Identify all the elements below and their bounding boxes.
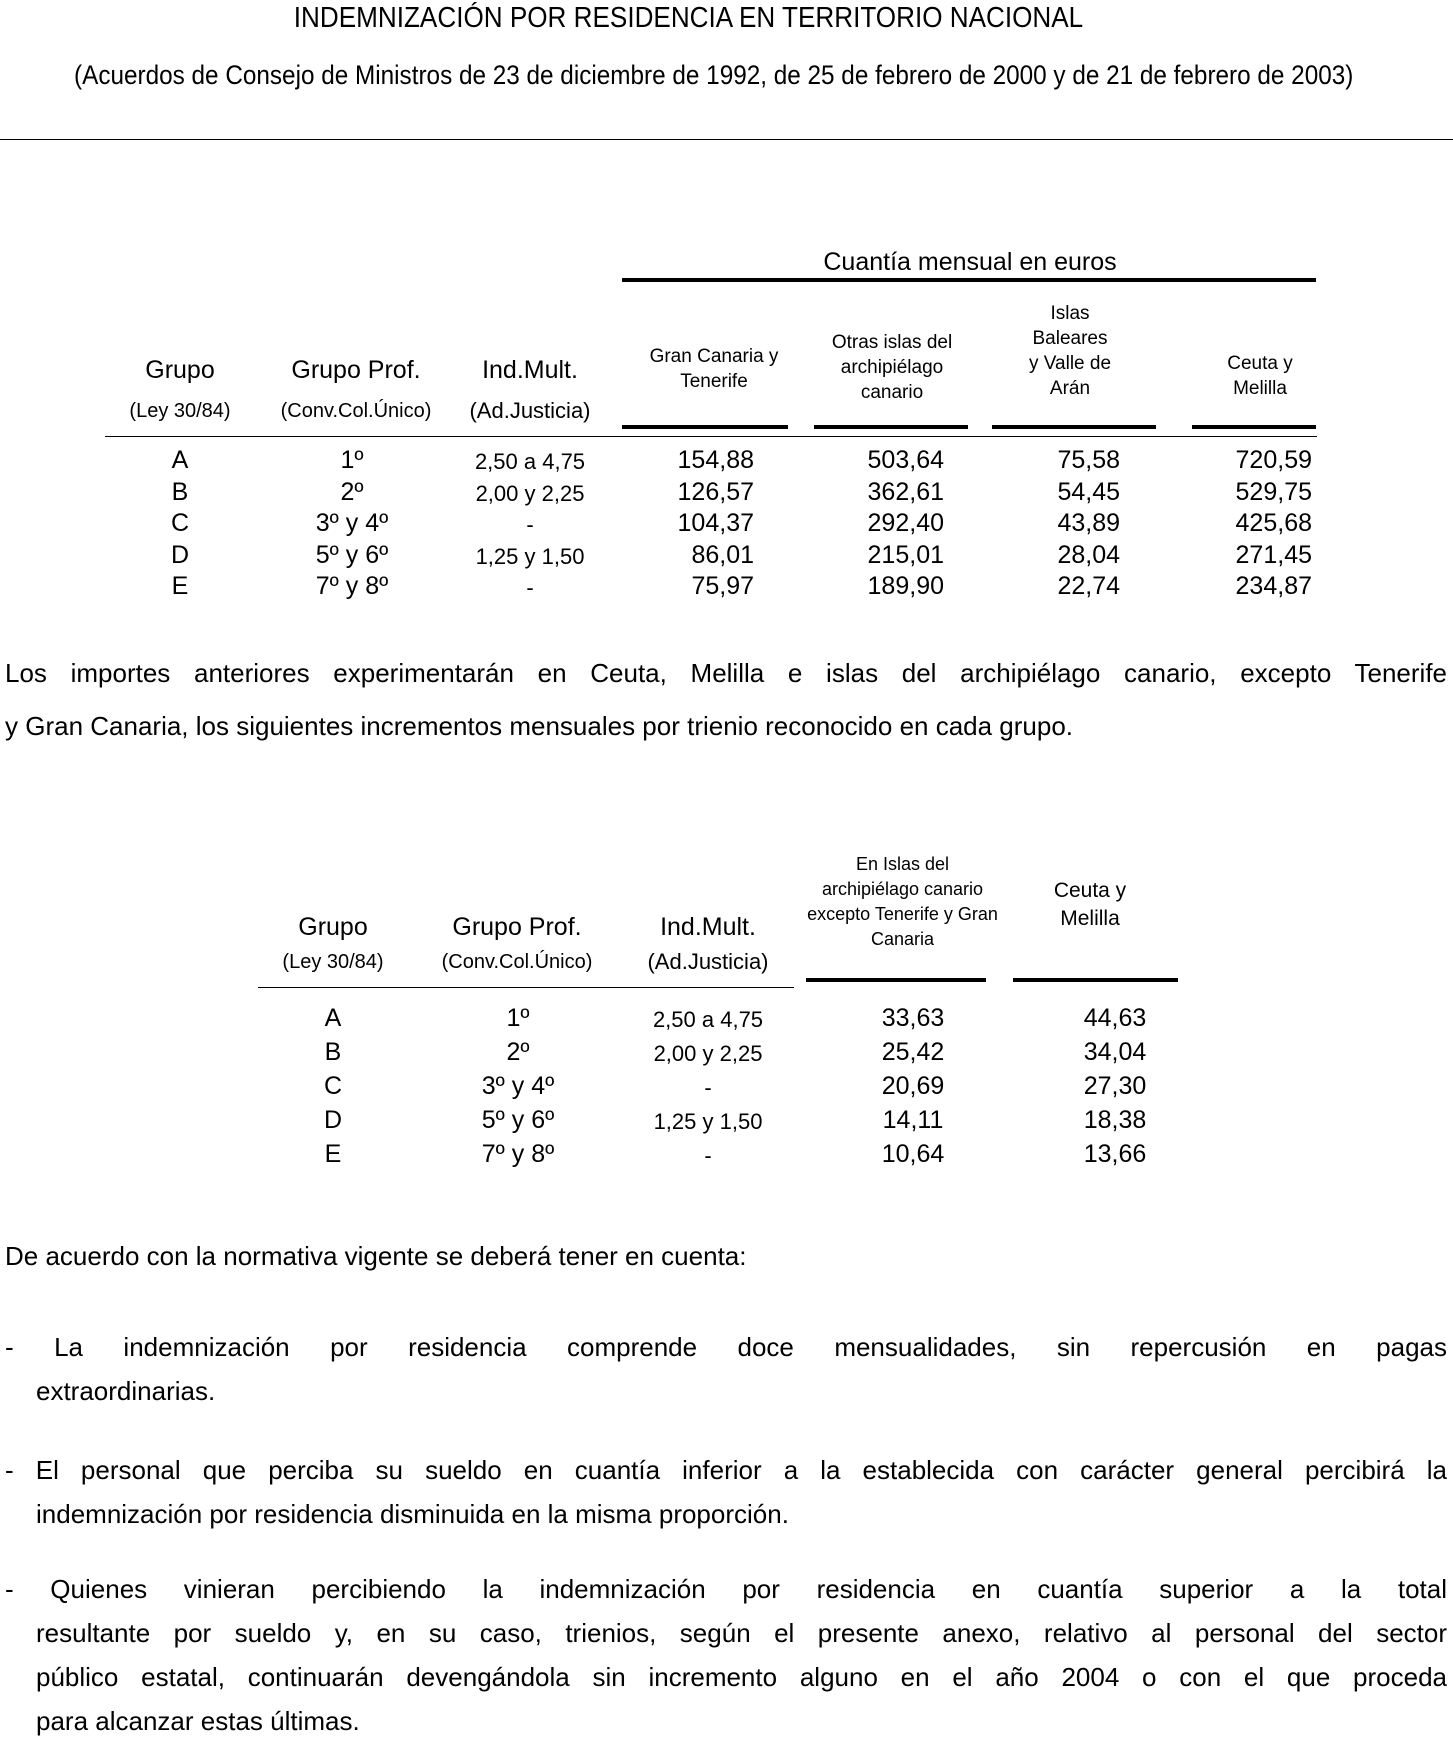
document-title: INDEMNIZACIÓN POR RESIDENCIA EN TERRITORIO NACIONAL (293, 2, 1084, 34)
table1-header-otras-line: canario (860, 382, 924, 403)
table1-cell-otras: 215,01 (867, 540, 944, 569)
table1-cell-baleares: 43,89 (1057, 509, 1120, 537)
table2-header-ceuta-line: Melilla (1060, 907, 1120, 930)
table1-cell-ind: 1,25 y 1,50 (475, 543, 585, 569)
table2-cell-grupo: D (323, 1106, 343, 1134)
table1-cell-ind: - (526, 575, 534, 600)
table2-cell-islas: 33,63 (881, 1004, 945, 1032)
table1-cell-gran-canaria: 104,37 (677, 509, 754, 537)
table1-cell-gran-canaria: 75,97 (691, 572, 754, 600)
list-item: - Quienes vinieran percibiendo la indemnización por residencia en cuantía superior a la total (5, 1574, 1447, 1604)
regulations-intro: De acuerdo con la normativa vigente se deberá tener en cuenta: (5, 1241, 747, 1271)
paragraph-increments: Los importes anteriores experimentarán en Ceuta, Melilla e islas del archipiélago canario, excepto Tenerife (5, 658, 1447, 688)
table2-header-islas-line: excepto Tenerife y Gran (807, 904, 998, 924)
table2-cell-ceuta: 18,38 (1083, 1106, 1147, 1134)
table1-col-rule (622, 425, 788, 429)
table2-cell-grupo: B (324, 1038, 342, 1066)
table1-header-ceuta-line: Melilla (1233, 378, 1287, 399)
table1-cell-prof: 3º y 4º (315, 509, 389, 537)
table2-cell-islas: 20,69 (881, 1072, 945, 1100)
table1-cell-prof: 1º (340, 446, 364, 474)
table2-header-islas-line: Canaria (870, 929, 935, 949)
table2-cell-ceuta: 44,63 (1083, 1004, 1147, 1032)
table1-cell-otras: 362,61 (867, 477, 944, 506)
table2-cell-grupo: E (324, 1140, 342, 1168)
table1-header-ceuta-line: Ceuta y (1227, 353, 1293, 374)
header-divider (0, 139, 1453, 140)
table1-header-ind-sub: (Ad.Justicia) (469, 398, 591, 423)
table2-header-ceuta (1010, 877, 1170, 933)
table2-header-rule (258, 987, 794, 988)
list-item-continuation: extraordinarias. (36, 1376, 216, 1406)
table1-col-rule (814, 425, 968, 429)
list-item: - La indemnización por residencia comprende doce mensualidades, sin repercusión en pagas (5, 1332, 1447, 1362)
table2-header-islas-line: archipiélago canario (821, 879, 984, 899)
list-item-continuation: indemnización por residencia disminuida en la misma proporción. (36, 1499, 789, 1529)
table1-cell-prof: 5º y 6º (315, 540, 389, 569)
table2-cell-prof: 1º (506, 1004, 530, 1032)
list-item-continuation: público estatal, continuarán devengándola sin incremento alguno en el año 2004 o con el que proceda (36, 1662, 1447, 1692)
table2-header-ind-sub: (Ad.Justicia) (647, 949, 769, 974)
table1-cell-ceuta: 234,87 (1235, 572, 1312, 600)
table2-cell-prof: 7º y 8º (481, 1140, 555, 1168)
table1-body (0, 446, 1453, 606)
table1-header-baleares-line: Arán (1049, 378, 1091, 399)
table2-header-islas (790, 852, 1015, 952)
table1-header-grupo: Grupo (145, 356, 215, 384)
table1-cell-grupo: D (170, 540, 190, 569)
table2-header-ind: Ind.Mult. (660, 913, 756, 941)
table1-header-otras-line: Otras islas del (831, 332, 953, 353)
table1-header-otras-line: archipiélago (840, 357, 944, 378)
table2-col-rule (1013, 978, 1178, 982)
table2-cell-grupo: C (323, 1072, 343, 1100)
table1-cell-ind: - (526, 512, 534, 537)
table1-cell-grupo: E (171, 572, 189, 600)
table1-cell-otras: 189,90 (867, 572, 944, 600)
table2-cell-islas: 25,42 (881, 1038, 945, 1066)
table2-col-rule (806, 978, 986, 982)
table1-super-header: Cuantía mensual en euros (823, 248, 1117, 276)
table2-cell-ind: - (704, 1075, 712, 1100)
table1-col-rule (992, 425, 1156, 429)
table1-header-ceuta (1180, 351, 1340, 401)
table2-cell-ind: 2,00 y 2,25 (653, 1041, 763, 1066)
table1-header-prof: Grupo Prof. (291, 356, 421, 384)
table2-cell-ceuta: 13,66 (1083, 1140, 1147, 1168)
table1-cell-prof: 2º (340, 477, 364, 506)
table2-header-ceuta-line: Ceuta y (1053, 879, 1127, 902)
list-item-continuation: resultante por sueldo y, en su caso, trienios, según el presente anexo, relativo al personal del sector (36, 1618, 1447, 1648)
list-item-continuation: para alcanzar estas últimas. (36, 1706, 360, 1736)
table2-cell-islas: 14,11 (882, 1106, 944, 1134)
table1-header-baleares-line: y Valle de (1028, 353, 1112, 374)
table1-cell-grupo: B (171, 477, 189, 506)
table1-header-gran-canaria-line: Tenerife (680, 371, 748, 392)
table1-cell-ceuta: 720,59 (1235, 446, 1312, 474)
table1-cell-ind: 2,00 y 2,25 (475, 480, 585, 506)
table2-cell-ceuta: 27,30 (1083, 1072, 1147, 1100)
table2-header-islas-line: En Islas del (855, 854, 950, 874)
table2-cell-ind: - (704, 1143, 712, 1168)
table1-cell-prof: 7º y 8º (315, 572, 389, 600)
table1-cell-gran-canaria: 154,88 (677, 446, 754, 474)
table1-cell-grupo: C (170, 509, 190, 537)
table1-cell-ceuta: 425,68 (1235, 509, 1312, 537)
table1-header-grupo-sub: (Ley 30/84) (129, 400, 231, 422)
table2-body (0, 1004, 1453, 1174)
table1-cell-baleares: 28,04 (1057, 540, 1120, 569)
table1-cell-otras: 292,40 (867, 509, 944, 537)
list-item: - El personal que perciba su sueldo en cuantía inferior a la establecida con carácter general percibirá la (5, 1455, 1447, 1485)
table2-cell-islas: 10,64 (881, 1140, 945, 1168)
table1-header-baleares-line: Baleares (1032, 328, 1108, 349)
table1-header-ind: Ind.Mult. (482, 356, 578, 384)
table1-cell-gran-canaria: 126,57 (677, 477, 754, 506)
table1-header-rule (105, 436, 1317, 437)
table2-cell-prof: 3º y 4º (481, 1072, 555, 1100)
table2-header-prof: Grupo Prof. (452, 913, 582, 941)
table1-cell-baleares: 54,45 (1057, 477, 1120, 506)
table2-cell-ind: 1,25 y 1,50 (653, 1109, 763, 1134)
table2-header-grupo-sub: (Ley 30/84) (282, 951, 384, 973)
document-subtitle: (Acuerdos de Consejo de Ministros de 23 de diciembre de 1992, de 25 de febrero de 2000 y de 21 de febrero de 2003) (74, 60, 1354, 90)
table1-cell-ceuta: 529,75 (1235, 477, 1312, 506)
table1-header-gran-canaria-line: Gran Canaria y (649, 346, 779, 367)
table1-cell-ceuta: 271,45 (1235, 540, 1312, 569)
table1-cell-ind: 2,50 a 4,75 (474, 449, 586, 474)
table2-cell-prof: 2º (506, 1038, 530, 1066)
table2-cell-prof: 5º y 6º (481, 1106, 555, 1134)
table2-cell-ceuta: 34,04 (1083, 1038, 1147, 1066)
table1-cell-baleares: 22,74 (1057, 572, 1120, 600)
table1-cell-baleares: 75,58 (1057, 446, 1120, 474)
table2-cell-grupo: A (324, 1004, 342, 1032)
table1-header-baleares-line: Islas (1050, 303, 1090, 324)
table1-header-baleares (990, 301, 1150, 401)
table2-header-prof-sub: (Conv.Col.Único) (441, 951, 593, 973)
table1-super-header-rule (622, 278, 1316, 282)
table2-header-grupo: Grupo (298, 913, 368, 941)
table1-cell-grupo: A (171, 446, 189, 474)
table1-header-prof-sub: (Conv.Col.Único) (280, 400, 432, 422)
paragraph-increments-line2: y Gran Canaria, los siguientes incrementos mensuales por trienio reconocido en cada grupo. (5, 711, 1074, 741)
table1-cell-gran-canaria: 86,01 (691, 540, 754, 569)
table1-cell-otras: 503,64 (867, 446, 944, 474)
table1-col-rule (1192, 425, 1316, 429)
table2-cell-ind: 2,50 a 4,75 (652, 1007, 764, 1032)
table1-header-gran-canaria (630, 344, 798, 394)
table1-header-otras-islas (808, 330, 976, 405)
